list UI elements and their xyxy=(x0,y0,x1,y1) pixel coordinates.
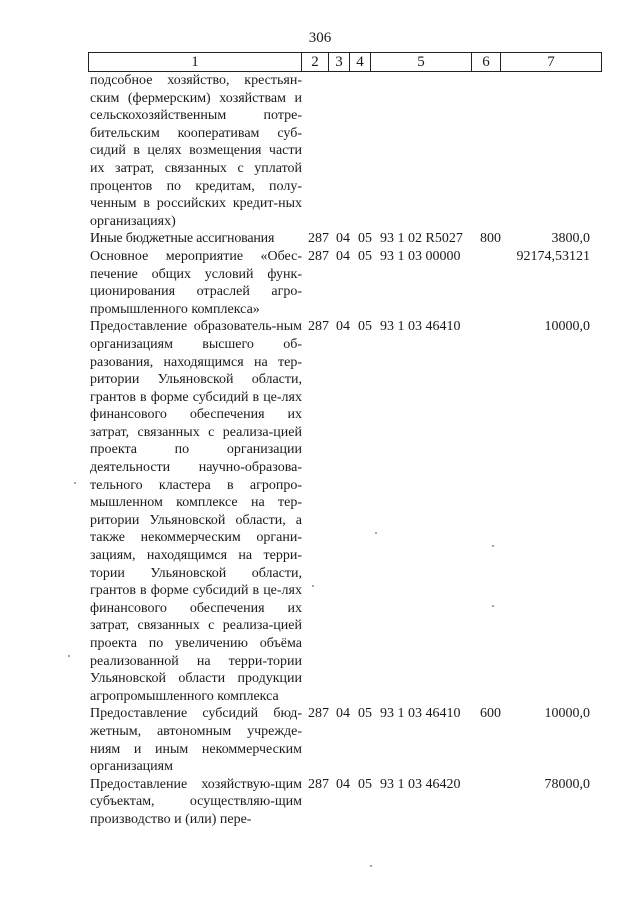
row-section-code xyxy=(336,72,358,230)
row-expense-type xyxy=(480,318,510,705)
row-target-code xyxy=(380,72,480,230)
row-subsection-code xyxy=(358,72,380,230)
row-description: Предоставление субсидий бюд-жетным, автономным учрежде-ниям и иным некоммерческим организациям xyxy=(90,706,302,775)
row-description: подсобное хозяйство, крестьян-ским (фермерским) хозяйствам и сельскохозяйственным потре-бительским кооперативам суб-сидий в целях возмещения части их затрат, связанных с уплатой процентов по кредитам, полу-ченным в российских кредит-ных организациях) xyxy=(90,73,302,229)
row-description: Предоставление образователь-ным организациям высшего об-разования, находящимся на тер-ритории Ульяновской области, грантов в форме субсидий в це-лях финансового обеспечения их затрат, связанных с реализа-цией проекта по организации деятельности научно-образова-тельного кластера в агропро-мышленном комплексе на тер-ритории Ульяновской области, а также некоммерческим органи-зациям, находящимся на терри-тории Ульяновской области, грантов в форме субсидий в це-лях финансового обеспечения их затрат, связанных с реализа-цией проекта по увеличению объёма реализованной на терри-тории Ульяновской области продукции агропромышленного комплекса xyxy=(90,319,302,704)
header-col-3: 3 xyxy=(329,53,350,72)
header-col-6: 6 xyxy=(472,53,501,72)
scan-speck xyxy=(370,865,372,867)
header-col-4: 4 xyxy=(350,53,371,72)
scan-speck xyxy=(312,585,314,587)
row-subsection-code: 05 xyxy=(358,706,372,722)
table-row xyxy=(90,318,610,705)
header-col-2: 2 xyxy=(302,53,329,72)
row-target-code: 93 1 03 46410 xyxy=(380,706,461,722)
row-ministry-code: 287 xyxy=(308,706,329,722)
row-expense-type xyxy=(480,776,510,829)
row-amount: 10000,0 xyxy=(544,706,590,722)
table-row xyxy=(90,230,610,248)
row-description: Иные бюджетные ассигнования xyxy=(90,231,275,247)
row-amount: 78000,0 xyxy=(544,776,590,792)
row-subsection-code: 05 xyxy=(358,248,372,264)
row-amount: 10000,0 xyxy=(544,319,590,335)
scan-speck xyxy=(74,482,76,484)
header-col-7: 7 xyxy=(501,53,602,72)
table-row xyxy=(90,705,610,775)
row-target-code: 93 1 03 46420 xyxy=(380,776,461,792)
row-amount: 92174,53121 xyxy=(516,248,590,264)
table-row xyxy=(90,248,610,318)
table-row xyxy=(90,776,610,829)
row-section-code: 04 xyxy=(336,248,350,264)
row-section-code: 04 xyxy=(336,706,350,722)
row-subsection-code: 05 xyxy=(358,319,372,335)
row-section-code: 04 xyxy=(336,776,350,792)
scan-speck xyxy=(375,532,377,534)
row-target-code: 93 1 03 00000 xyxy=(380,248,461,264)
row-amount: 3800,0 xyxy=(551,231,590,247)
row-ministry-code: 287 xyxy=(308,776,329,792)
row-ministry-code: 287 xyxy=(308,248,329,264)
row-section-code: 04 xyxy=(336,231,350,247)
row-expense-type xyxy=(480,72,510,230)
header-col-5: 5 xyxy=(371,53,472,72)
row-ministry-code: 287 xyxy=(308,319,329,335)
row-expense-type: 800 xyxy=(480,231,501,247)
row-amount xyxy=(510,72,590,230)
page-number: 306 xyxy=(308,30,332,46)
budget-table-body xyxy=(90,72,610,829)
table-row xyxy=(90,72,610,230)
row-subsection-code: 05 xyxy=(358,776,372,792)
row-ministry-code xyxy=(302,72,336,230)
scan-speck xyxy=(492,545,494,547)
row-subsection-code: 05 xyxy=(358,231,372,247)
row-section-code: 04 xyxy=(336,319,350,335)
table-header xyxy=(88,52,602,72)
row-expense-type: 600 xyxy=(480,706,501,722)
row-description: Предоставление хозяйствую-щим субъектам, осуществляю-щим производство и (или) пере- xyxy=(90,776,302,827)
row-expense-type xyxy=(480,248,510,318)
scan-speck xyxy=(68,655,70,657)
row-ministry-code: 287 xyxy=(308,231,329,247)
row-target-code: 93 1 02 R5027 xyxy=(380,231,463,247)
scan-speck xyxy=(492,605,494,607)
row-description: Основное мероприятие «Обес-печение общих условий функ-ционирования отраслей агро-промышленного комплекса» xyxy=(90,248,302,317)
header-col-1: 1 xyxy=(89,53,302,72)
row-target-code: 93 1 03 46410 xyxy=(380,319,461,335)
